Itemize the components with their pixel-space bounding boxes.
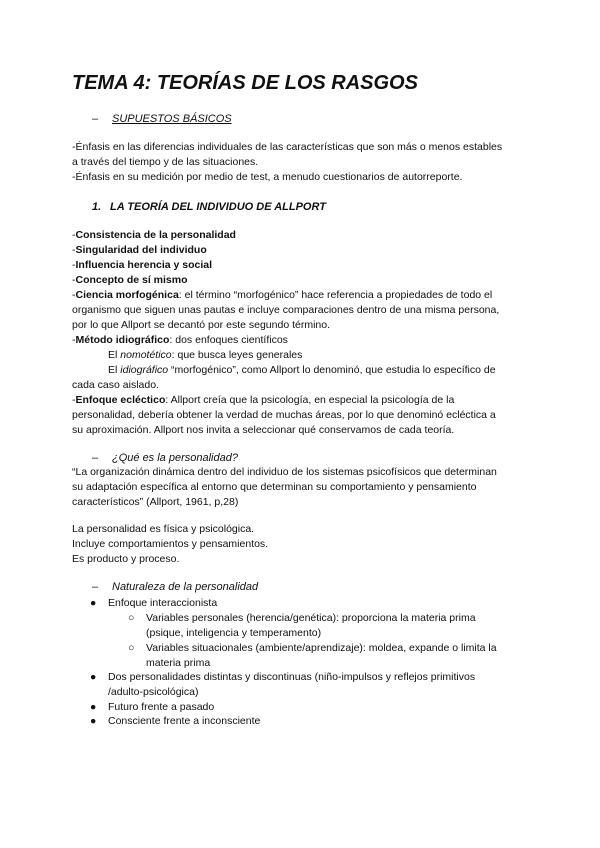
page-title: TEMA 4: TEORÍAS DE LOS RASGOS (72, 72, 418, 94)
bullet-dos-personalidades: ● Dos personalidades distintas y discontinuas (niño-impulsos y reflejos primitivos /adulto-psicológica) (90, 671, 476, 698)
section-heading-text: SUPUESTOS BÁSICOS (112, 113, 232, 125)
text-line: Es producto y proceso. (72, 553, 180, 565)
allport-heading (92, 201, 326, 213)
personalidad-summary (72, 522, 532, 567)
ciencia-morfogenica-line: -Ciencia morfogénica: el término “morfogénico” hace referencia a propiedades de todo el (72, 289, 493, 301)
enfoque-eclectico-line: -Enfoque ecléctico: Allport creía que la psicología, en especial la psicología de la (72, 394, 455, 406)
dash-marker: – (92, 581, 99, 593)
idiografico-line: El idiográfico “morfogénico”, como Allport lo denominó, que estudia lo específico de (108, 364, 496, 376)
sub-bullet-variables-situacionales: ○ Variables situacionales (ambiente/aprendizaje): moldea, expande o limita la materia prima (128, 642, 497, 669)
sub-bullet-variables-personales: ○ Variables personales (herencia/genética): proporciona la materia prima (psique, inteligencia y temperamento) (128, 612, 476, 639)
section-heading-text: ¿Qué es la personalidad? (112, 452, 238, 464)
allport-quote (72, 465, 532, 510)
text-line: organismo que siguen unas pautas e incluye comparaciones dentro de una misma persona, (72, 304, 500, 316)
supuestos-paragraph (72, 140, 532, 185)
text-line: personalidad, debería obtener la verdad de muchas áreas, por lo que denominó ecléctica a (72, 409, 496, 421)
text-line: a través del tiempo y de las situaciones. (72, 156, 259, 168)
supuestos-heading (92, 113, 232, 125)
bullet-icon: ● (90, 671, 97, 683)
allport-section (72, 228, 532, 438)
list-item: -Consistencia de la personalidad (72, 229, 236, 241)
quote-line: característicos” (Allport, 1961, p,28) (72, 496, 239, 508)
list-item: -Concepto de sí mismo (72, 274, 188, 286)
list-item: -Singularidad del individuo (72, 244, 207, 256)
que-es-heading (92, 452, 238, 464)
dash-marker: – (92, 452, 99, 464)
heading-text: LA TEORÍA DEL INDIVIDUO DE ALLPORT (110, 201, 326, 213)
bullet-enfoque-interaccionista: ● Enfoque interaccionista (90, 597, 218, 609)
bullet-futuro-pasado: ● Futuro frente a pasado (90, 701, 215, 713)
quote-line: su adaptación específica al entorno que determinan su comportamiento y pensamiento (72, 481, 477, 493)
bullet-icon: ● (90, 701, 97, 713)
text-line: La personalidad es física y psicológica. (72, 523, 255, 535)
text-line: por lo que Allport se decantó por este segundo término. (72, 319, 330, 331)
dash-marker: – (92, 113, 99, 125)
naturaleza-heading (92, 581, 258, 593)
bullet-icon: ● (90, 597, 97, 609)
text-line: -Énfasis en su medición por medio de test, a menudo cuestionarios de autorreporte. (72, 171, 463, 183)
list-item: -Influencia herencia y social (72, 259, 213, 271)
text-line: -Énfasis en las diferencias individuales de las características que son más o menos estables (72, 141, 503, 153)
circle-bullet-icon: ○ (128, 642, 135, 654)
heading-number: 1. (92, 201, 102, 213)
metodo-idiografico-line: -Método idiográfico: dos enfoques científicos (72, 334, 288, 346)
text-line: Incluye comportamientos y pensamientos. (72, 538, 269, 550)
text-line: su aproximación. Allport nos invita a seleccionar qué conservamos de cada teoría. (72, 424, 455, 436)
quote-line: “La organización dinámica dentro del individuo de los sistemas psicofísicos que determinan (72, 466, 497, 478)
bullet-consciente-inconsciente: ● Consciente frente a inconsciente (90, 715, 261, 727)
section-heading-text: Naturaleza de la personalidad (112, 581, 259, 593)
text-line: cada caso aislado. (72, 379, 159, 391)
nomotetico-line: El nomotético: que busca leyes generales (108, 349, 303, 361)
bullet-icon: ● (90, 715, 97, 727)
circle-bullet-icon: ○ (128, 612, 135, 624)
